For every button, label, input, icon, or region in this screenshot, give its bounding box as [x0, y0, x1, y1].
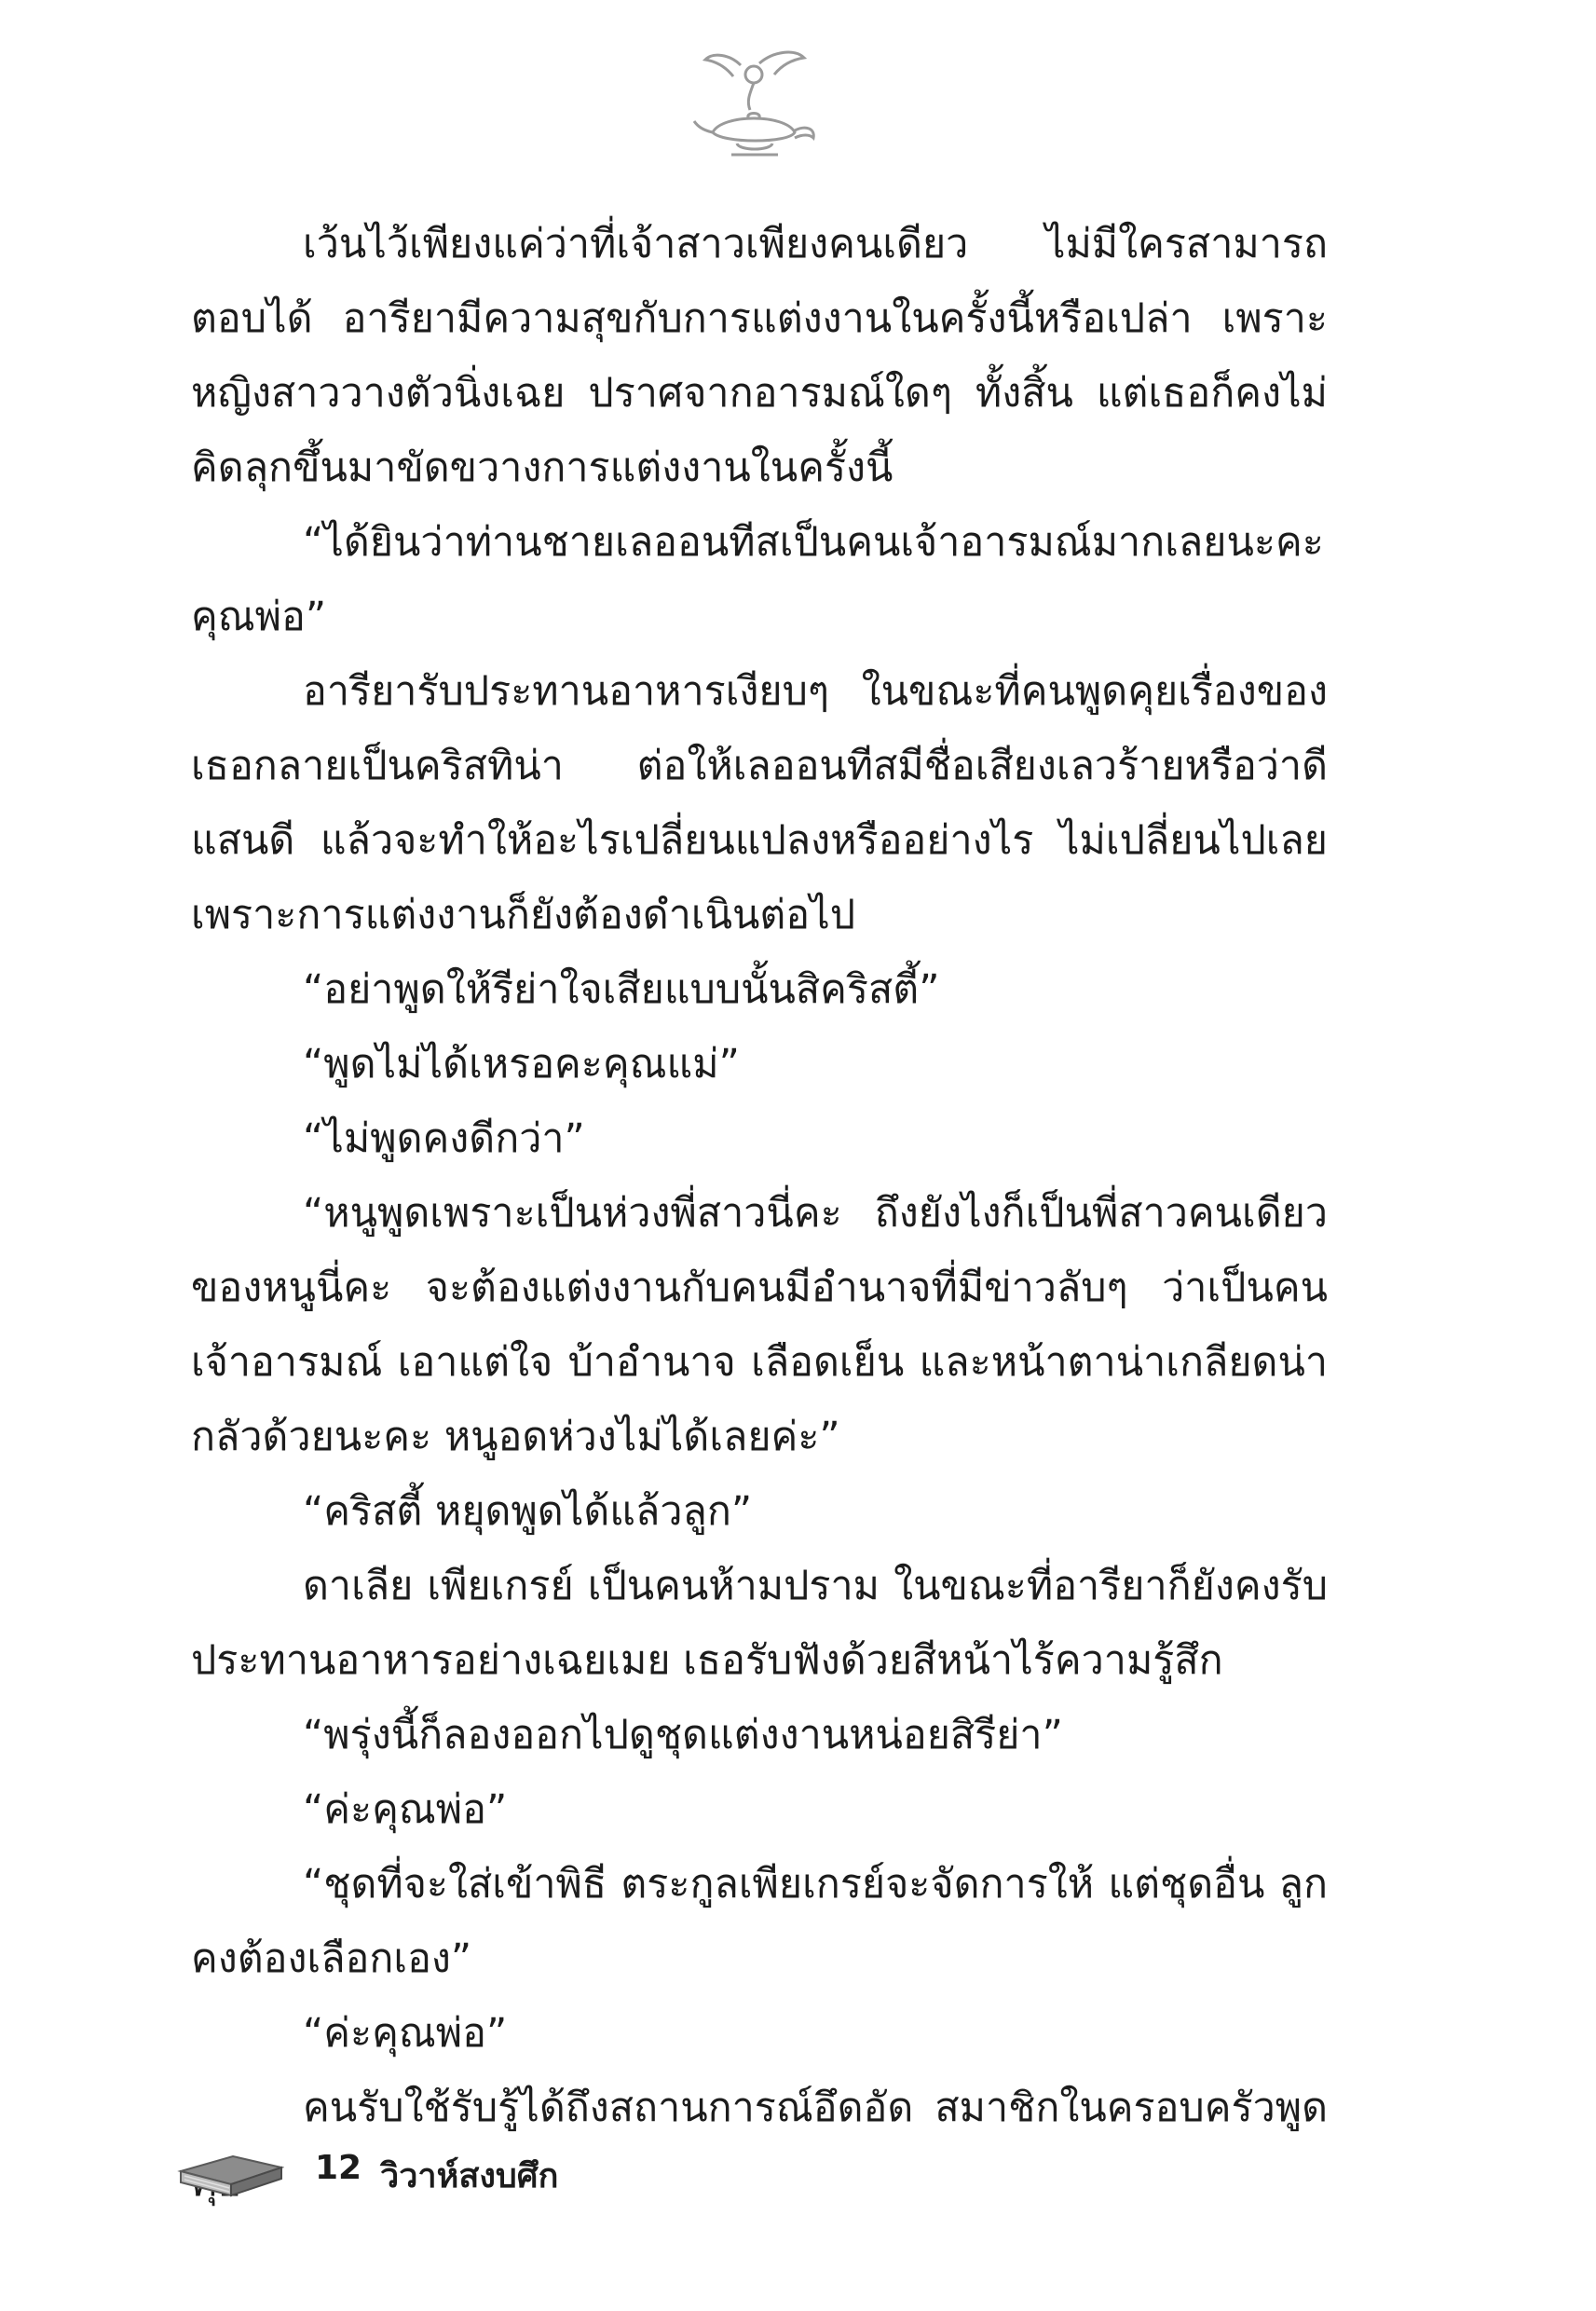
paragraph: อารียารับประทานอาหารเงียบๆ ในขณะที่คนพูดคุยเรื่องของเธอกลายเป็นคริสทิน่า ต่อให้เลออนทีสมีชื่อเสียงเลวร้ายหรือว่าดีแสนดี แล้วจะทำให้อะไรเปลี่ยนแปลงหรืออย่างไร ไม่เปลี่ยนไปเลย เพราะการแต่งงานก็ยังต้องดำเนินต่อไป [191, 668, 1328, 938]
closed-book-icon [177, 2151, 284, 2199]
page-number: 12 [315, 2149, 362, 2187]
paragraph: “พูดไม่ได้เหรอคะคุณแม่” [303, 1041, 740, 1087]
body-text [191, 207, 1328, 2220]
paragraph: “ได้ยินว่าท่านชายเลออนทีสเป็นคนเจ้าอารมณ์มากเลยนะคะคุณพ่อ” [191, 519, 1324, 640]
paragraph: “หนูพูดเพราะเป็นห่วงพี่สาวนี่คะ ถึงยังไงก็เป็นพี่สาวคนเดียวของหนูนี่คะ จะต้องแต่งงานกับคนมีอำนาจที่มีข่าวลับๆ ว่าเป็นคนเจ้าอารมณ์ เอาแต่ใจ บ้าอำนาจ เลือดเย็น และหน้าตาน่าเกลียดน่ากลัวด้วยนะคะ หนูอดห่วงไม่ได้เลยค่ะ” [191, 1190, 1328, 1460]
paragraph: “ไม่พูดคงดีกว่า” [303, 1115, 585, 1162]
paragraph: เว้นไว้เพียงแค่ว่าที่เจ้าสาวเพียงคนเดียว ไม่มีใครสามารถตอบได้ อารียามีความสุขกับการแต่งงานในครั้งนี้หรือเปล่า เพราะหญิงสาววางตัวนิ่งเฉย ปราศจากอารมณ์ใดๆ ทั้งสิ้น แต่เธอก็คงไม่คิดลุกขึ้นมาขัดขวางการแต่งงานในครั้งนี้ [191, 221, 1328, 491]
paragraph: คนรับใช้รับรู้ได้ถึงสถานการณ์อึดอัด สมาชิกในครอบครัวพูด [303, 2085, 1328, 2131]
paragraph: “ค่ะคุณพ่อ” [303, 2010, 508, 2057]
paragraph: “คริสตี้ หยุดพูดได้แล้วลูก” [303, 1488, 753, 1535]
page-footer [177, 2143, 736, 2208]
book-title: วิวาห์สงบศึก [380, 2157, 559, 2195]
paragraph: “อย่าพูดให้รีย่าใจเสียแบบนั้นสิคริสตี้” [303, 966, 940, 1013]
paragraph: “ค่ะคุณพ่อ” [303, 1786, 508, 1833]
paragraph: “ชุดที่จะใส่เข้าพิธี ตระกูลเพียเกรย์จะจัดการให้ แต่ชุดอื่น ลูกคงต้องเลือกเอง” [191, 1861, 1328, 1982]
paragraph: “พรุ่งนี้ก็ลองออกไปดูชุดแต่งงานหน่อยสิรีย่า” [303, 1712, 1063, 1758]
paragraph: ดาเลีย เพียเกรย์ เป็นคนห้ามปราม ในขณะที่อารียาก็ยังคงรับประทานอาหารอย่างเฉยเมย เธอรับฟังด้วยสีหน้าไร้ความรู้สึก [191, 1563, 1328, 1684]
magic-lamp-cupid-icon [685, 47, 825, 168]
